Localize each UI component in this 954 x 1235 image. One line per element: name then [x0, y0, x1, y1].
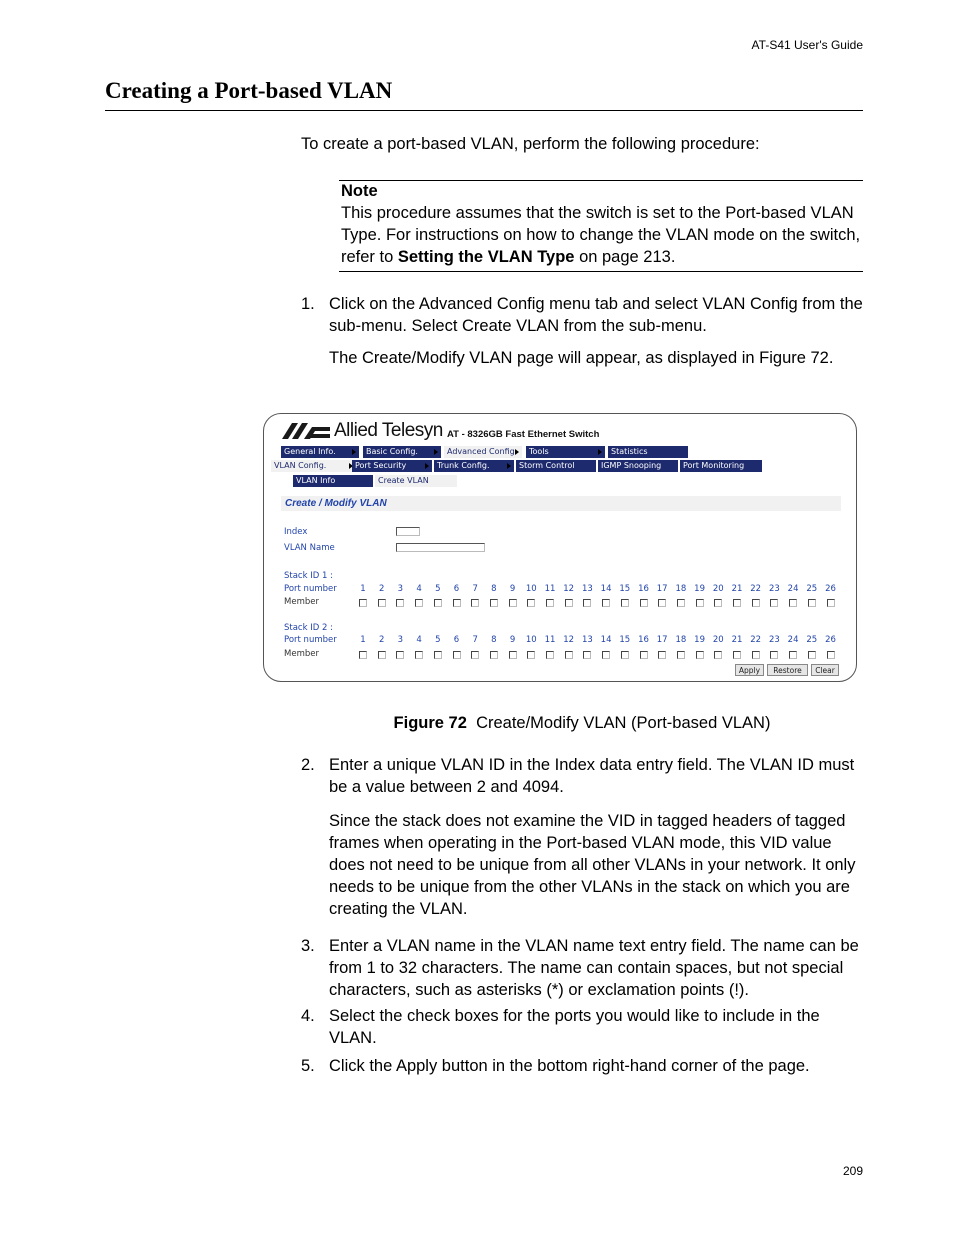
- stack-1-port-number: 9: [509, 584, 516, 594]
- step-4-number: 4.: [301, 1007, 315, 1025]
- menu-label: Port Security: [355, 461, 407, 470]
- stack-1-port-number: 4: [416, 584, 422, 594]
- chevron-right-icon: [507, 463, 511, 469]
- stack-1-member-checkbox-3[interactable]: [396, 599, 404, 607]
- figure-screenshot: [263, 413, 857, 682]
- stack-2-member-checkbox-6[interactable]: [453, 651, 461, 659]
- menu-label: Create VLAN: [378, 476, 429, 485]
- stack-2-member-checkbox-26[interactable]: [827, 651, 835, 659]
- stack-1-port-label: Port number: [284, 584, 337, 594]
- menu-statistics[interactable]: [608, 446, 688, 458]
- submenu-create-vlan[interactable]: [375, 475, 457, 487]
- stack-1-title: Stack ID 1 :: [284, 571, 333, 581]
- stack-1-member-checkbox-24[interactable]: [789, 599, 797, 607]
- stack-1-member-checkbox-25[interactable]: [808, 599, 816, 607]
- chevron-right-icon: [352, 449, 356, 455]
- stack-2-port-number: 20: [712, 635, 724, 645]
- step-1-number: 1.: [301, 295, 315, 313]
- stack-1-member-checkbox-9[interactable]: [509, 599, 517, 607]
- stack-1-member-checkbox-8[interactable]: [490, 599, 498, 607]
- step-1-text: Click on the Advanced Config menu tab and select VLAN Config from the sub-menu. Select Create VLAN from the sub-menu.: [329, 295, 863, 335]
- stack-1-port-number: 20: [712, 584, 724, 594]
- stack-2-port-number: 19: [694, 635, 705, 645]
- apply-button[interactable]: Apply: [735, 664, 764, 676]
- stack-2-member-checkbox-16[interactable]: [640, 651, 648, 659]
- submenu-vlan-info[interactable]: [293, 475, 373, 487]
- stack-1-member-label: Member: [284, 597, 319, 607]
- menu-label: VLAN Config.: [274, 461, 327, 470]
- stack-1-port-number: 14: [600, 584, 612, 594]
- stack-1-member-checkbox-2[interactable]: [378, 599, 386, 607]
- stack-1-port-number: 25: [806, 584, 818, 594]
- restore-button[interactable]: Restore: [767, 664, 808, 676]
- stack-2-member-checkbox-18[interactable]: [677, 651, 685, 659]
- stack-2-port-number: 7: [472, 635, 478, 645]
- stack-1-member-checkbox-1[interactable]: [359, 599, 367, 607]
- stack-1-member-checkbox-4[interactable]: [415, 599, 423, 607]
- stack-1-member-checkbox-5[interactable]: [434, 599, 442, 607]
- figure-caption: [301, 714, 863, 733]
- stack-1-member-checkbox-6[interactable]: [453, 599, 461, 607]
- stack-2-member-checkbox-2[interactable]: [378, 651, 386, 659]
- stack-1-member-checkbox-23[interactable]: [770, 599, 778, 607]
- stack-2-member-checkbox-7[interactable]: [471, 651, 479, 659]
- stack-1-member-checkbox-11[interactable]: [546, 599, 554, 607]
- menu-label: Advanced Config.: [447, 447, 518, 456]
- stack-2-port-number: 9: [509, 635, 516, 645]
- chevron-right-icon: [434, 449, 438, 455]
- stack-2-port-number: 6: [453, 635, 460, 645]
- step-4-text: Select the check boxes for the ports you would like to include in the VLAN.: [329, 1007, 820, 1047]
- page-number: 209: [842, 1164, 863, 1178]
- stack-2-port-number: 8: [491, 635, 497, 645]
- stack-2-member-checkbox-25[interactable]: [808, 651, 816, 659]
- index-input[interactable]: [396, 527, 420, 536]
- guide-title: AT-S41 User's Guide: [751, 38, 863, 52]
- stack-2-port-number: 1: [360, 635, 366, 645]
- step-1-followup: The Create/Modify VLAN page will appear, as displayed in Figure 72.: [329, 349, 834, 367]
- vlan-name-input[interactable]: [396, 543, 485, 552]
- clear-button[interactable]: Clear: [811, 664, 839, 676]
- stack-1-port-number: 10: [525, 584, 537, 594]
- stack-2-member-checkbox-11[interactable]: [546, 651, 554, 659]
- stack-2-member-checkbox-14[interactable]: [602, 651, 610, 659]
- stack-2-member-checkbox-21[interactable]: [733, 651, 741, 659]
- stack-1-member-checkbox-13[interactable]: [583, 599, 591, 607]
- stack-1-port-number: 23: [768, 584, 780, 594]
- heading-rule: [105, 110, 863, 111]
- note-title: Note: [341, 182, 378, 200]
- vlan-name-label: VLAN Name: [284, 543, 335, 553]
- stack-2-member-checkbox-19[interactable]: [696, 651, 704, 659]
- stack-2-port-number: 12: [563, 635, 575, 645]
- stack-1-port-number: 13: [581, 584, 593, 594]
- chevron-right-icon: [425, 463, 429, 469]
- menu-label: Port Monitoring: [683, 461, 745, 470]
- menu-label: IGMP Snooping: [601, 461, 662, 470]
- stack-1-port-number: 11: [544, 584, 556, 594]
- stack-1-port-number: 2: [378, 584, 385, 594]
- stack-2-port-number: 16: [638, 635, 649, 645]
- stack-1-port-number: 18: [675, 584, 687, 594]
- stack-2-member-checkbox-15[interactable]: [621, 651, 629, 659]
- menu-basic-config[interactable]: [363, 446, 441, 458]
- stack-1-port-number: 17: [656, 584, 668, 594]
- step-5-text: Click the Apply button in the bottom right-hand corner of the page.: [329, 1057, 810, 1075]
- stack-2-member-label: Member: [284, 649, 319, 659]
- stack-1-member-checkbox-16[interactable]: [640, 599, 648, 607]
- stack-2-member-checkbox-5[interactable]: [434, 651, 442, 659]
- menu-label: Trunk Config.: [437, 461, 490, 470]
- page-title: Create / Modify VLAN: [281, 496, 841, 511]
- stack-2-member-checkbox-9[interactable]: [509, 651, 517, 659]
- stack-2-member-checkbox-4[interactable]: [415, 651, 423, 659]
- caption-text: Create/Modify VLAN (Port-based VLAN): [476, 714, 771, 732]
- step-2-text: Enter a unique VLAN ID in the Index data entry field. The VLAN ID must be a value between 2 and 4094.: [329, 756, 855, 796]
- stack-1-member-checkbox-19[interactable]: [696, 599, 704, 607]
- submenu-storm-control[interactable]: [516, 460, 596, 472]
- stack-1-member-checkbox-21[interactable]: [733, 599, 741, 607]
- stack-1-member-checkbox-15[interactable]: [621, 599, 629, 607]
- stack-1-port-number: 12: [563, 584, 575, 594]
- submenu-trunk-config[interactable]: [434, 460, 514, 472]
- stack-1-member-checkbox-18[interactable]: [677, 599, 685, 607]
- stack-2-port-number: 3: [397, 635, 404, 645]
- stack-2-port-number: 26: [825, 635, 836, 645]
- chevron-right-icon: [598, 449, 602, 455]
- stack-2-member-checkbox-20[interactable]: [714, 651, 722, 659]
- stack-2-member-checkbox-17[interactable]: [658, 651, 666, 659]
- note-text: [341, 202, 863, 268]
- stack-1-member-checkbox-20[interactable]: [714, 599, 722, 607]
- stack-2-port-number: 5: [435, 635, 441, 645]
- stack-1-port-number: 1: [360, 584, 366, 594]
- menu-tools[interactable]: [526, 446, 605, 458]
- stack-1-port-number: 24: [787, 584, 799, 594]
- stack-2-port-number: 13: [581, 635, 593, 645]
- menu-label: VLAN Info: [296, 476, 336, 485]
- stack-1-port-number: 21: [731, 584, 743, 594]
- caption-label: Figure 72: [393, 714, 467, 732]
- menu-advanced-config[interactable]: [444, 446, 522, 458]
- stack-2-member-checkbox-3[interactable]: [396, 651, 404, 659]
- stack-1-port-number: 26: [825, 584, 836, 594]
- stack-2-member-checkbox-8[interactable]: [490, 651, 498, 659]
- stack-2-port-number: 11: [544, 635, 556, 645]
- stack-2-member-checkbox-13[interactable]: [583, 651, 591, 659]
- stack-2-port-number: 15: [619, 635, 631, 645]
- step-5-number: 5.: [301, 1057, 315, 1075]
- note-text-before: This procedure assumes that the switch is set to the Port-based VLAN Type. For instructions on how to change the VLAN mode on the switch, refer to: [341, 204, 861, 266]
- stack-1-port-number: 3: [397, 584, 404, 594]
- note-text-after: on page 213.: [574, 248, 676, 266]
- stack-2-port-number: 18: [675, 635, 687, 645]
- stack-1-port-number: 15: [619, 584, 631, 594]
- stack-1-port-number: 16: [638, 584, 649, 594]
- section-heading: Creating a Port-based VLAN: [105, 78, 393, 103]
- stack-1-member-checkbox-12[interactable]: [565, 599, 573, 607]
- stack-2-port-number: 24: [787, 635, 799, 645]
- submenu-port-monitoring[interactable]: [680, 460, 762, 472]
- submenu-igmp-snooping[interactable]: [598, 460, 678, 472]
- stack-1-member-checkbox-10[interactable]: [527, 599, 535, 607]
- model-name: AT - 8326GB Fast Ethernet Switch: [447, 429, 600, 440]
- stack-2-port-number: 4: [416, 635, 422, 645]
- stack-1-member-checkbox-26[interactable]: [827, 599, 835, 607]
- step-3-text: Enter a VLAN name in the VLAN name text entry field. The name can be from 1 to 32 characters. The name can contain spaces, but not special characters, such as asterisks (*) or exclamation points (!).: [329, 937, 859, 999]
- stack-2-port-number: 21: [731, 635, 743, 645]
- stack-2-member-checkbox-24[interactable]: [789, 651, 797, 659]
- stack-1-port-number: 7: [472, 584, 478, 594]
- step-2-followup: Since the stack does not examine the VID in tagged headers of tagged frames when operating in the Port-based VLAN mode, this VID value does not need to be unique from all other VLANs in your network. It only needs to be unique from the other VLANs in the stack on which you are creating the VLAN.: [329, 812, 856, 918]
- menu-label: Basic Config.: [366, 447, 418, 456]
- step-2-number: 2.: [301, 756, 315, 774]
- stack-2-member-checkbox-10[interactable]: [527, 651, 535, 659]
- note-link[interactable]: Setting the VLAN Type: [397, 248, 575, 266]
- stack-2-port-number: 10: [525, 635, 537, 645]
- stack-1-port-number: 22: [750, 584, 762, 594]
- menu-label: General Info.: [284, 447, 336, 456]
- stack-2-member-checkbox-22[interactable]: [752, 651, 760, 659]
- stack-2-member-checkbox-12[interactable]: [565, 651, 573, 659]
- step-3-number: 3.: [301, 937, 315, 955]
- menu-label: Statistics: [611, 447, 648, 456]
- stack-1-port-number: 6: [453, 584, 460, 594]
- index-label: Index: [284, 527, 308, 537]
- chevron-right-icon: [515, 449, 519, 455]
- allied-telesyn-logo-icon: [282, 422, 332, 440]
- stack-1-port-number: 5: [435, 584, 441, 594]
- stack-2-port-number: 23: [768, 635, 780, 645]
- menu-label: Storm Control: [519, 461, 575, 470]
- stack-1-port-number: 19: [694, 584, 705, 594]
- stack-2-title: Stack ID 2 :: [284, 623, 333, 633]
- stack-2-port-number: 22: [750, 635, 762, 645]
- stack-2-member-checkbox-23[interactable]: [770, 651, 778, 659]
- stack-1-member-checkbox-14[interactable]: [602, 599, 610, 607]
- stack-2-member-checkbox-1[interactable]: [359, 651, 367, 659]
- menu-label: Tools: [529, 447, 549, 456]
- stack-2-port-number: 14: [600, 635, 612, 645]
- brand-name: Allied Telesyn: [334, 420, 443, 441]
- intro-text: To create a port-based VLAN, perform the following procedure:: [301, 135, 760, 153]
- stack-2-port-number: 25: [806, 635, 818, 645]
- menu-general-info[interactable]: [281, 446, 359, 458]
- stack-1-member-checkbox-7[interactable]: [471, 599, 479, 607]
- submenu-port-security[interactable]: [352, 460, 432, 472]
- stack-1-member-checkbox-22[interactable]: [752, 599, 760, 607]
- stack-2-port-number: 2: [378, 635, 385, 645]
- stack-1-port-number: 8: [491, 584, 497, 594]
- stack-1-member-checkbox-17[interactable]: [658, 599, 666, 607]
- submenu-vlan-config[interactable]: [271, 460, 356, 472]
- stack-2-port-label: Port number: [284, 635, 337, 645]
- stack-2-port-number: 17: [656, 635, 668, 645]
